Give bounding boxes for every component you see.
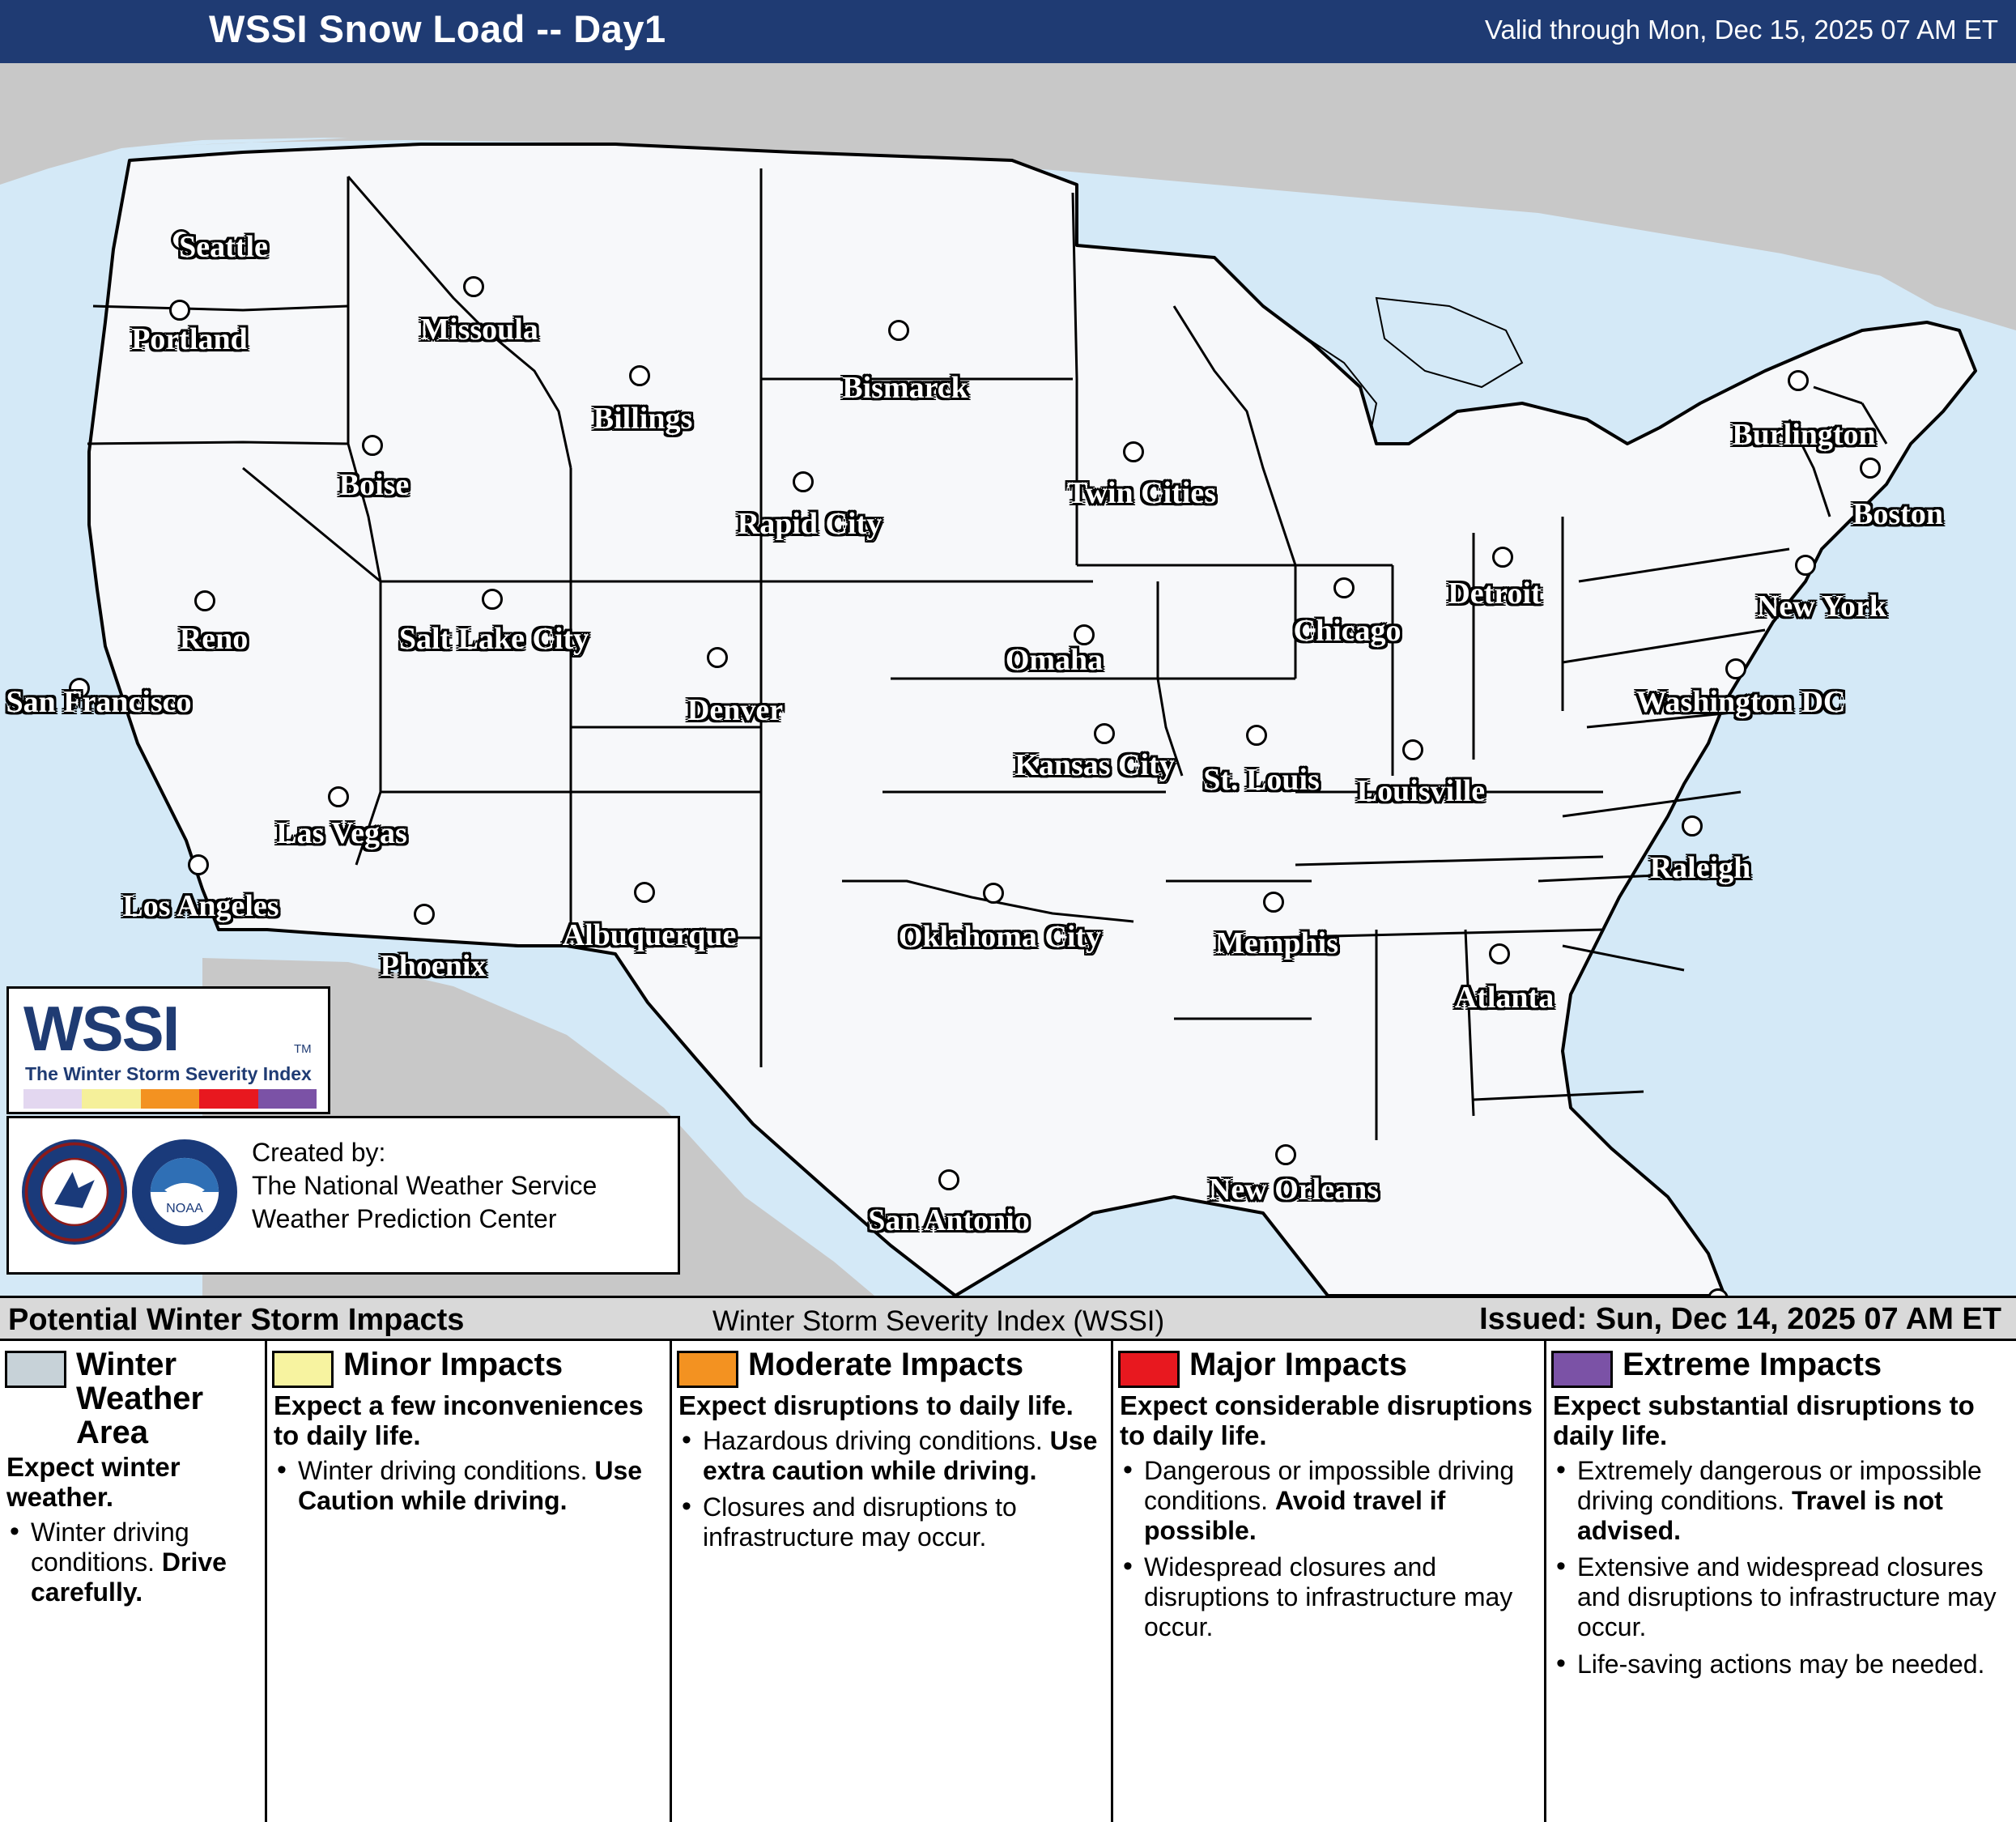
city-dot: [1725, 658, 1746, 679]
city-dot: [1263, 892, 1284, 913]
legend-bullet-item: • Extensive and widespread closures and disruptions to infrastructure may occur.: [1553, 1552, 2010, 1642]
city-label: Detroit: [1448, 577, 1542, 611]
legend-lead-text: Expect disruptions to daily life.: [678, 1390, 1074, 1420]
city-label: Burlington: [1732, 418, 1876, 452]
city-dot: [888, 320, 909, 341]
created-by-box: [6, 1116, 680, 1275]
created-by-line1: Created by:: [252, 1138, 386, 1167]
city-dot: [634, 882, 655, 903]
city-label: Omaha: [1005, 643, 1104, 677]
city-label: Washington DC: [1635, 685, 1846, 719]
city-label: St. Louis: [1203, 763, 1320, 797]
city-dot: [793, 471, 814, 492]
legend-category-title: Major Impacts: [1189, 1347, 1407, 1382]
wssi-wordmark: WSSI: [23, 993, 179, 1064]
city-label: Missoula: [420, 313, 538, 347]
city-label: San Antonio: [868, 1203, 1030, 1237]
wssi-logo: [6, 986, 330, 1114]
legend-bullet-item: • Life-saving actions may be needed.: [1553, 1650, 2010, 1679]
noaa-seal-graphic: [134, 1142, 235, 1242]
city-dot: [629, 365, 650, 386]
legend-lead-text: Expect winter weather.: [6, 1452, 181, 1512]
legend-bullet-item: • Winter driving conditions. Drive carefully.: [6, 1518, 258, 1607]
legend-category-title: Winter Weather Area: [76, 1347, 204, 1450]
city-label: Kansas City: [1014, 748, 1175, 782]
legend-bullet-list: [267, 1456, 670, 1516]
city-label: Rapid City: [737, 507, 883, 541]
city-label: Boise: [338, 468, 410, 502]
city-dot: [188, 854, 209, 875]
legend-color-swatch: [677, 1351, 738, 1388]
city-label: Billings: [593, 402, 693, 436]
city-dot: [328, 786, 349, 807]
city-dot: [938, 1169, 959, 1190]
city-label: Oklahoma City: [898, 920, 1102, 954]
city-dot: [1492, 547, 1513, 568]
legend-column: [0, 1341, 267, 1822]
legend-title-bar: [0, 1296, 2016, 1341]
city-label: New Orleans: [1208, 1173, 1380, 1207]
legend-bullet-list: [1546, 1456, 2016, 1679]
city-label: Louisville: [1356, 774, 1486, 808]
city-dot: [463, 276, 484, 297]
legend-category-title: Moderate Impacts: [748, 1347, 1024, 1382]
nws-seal-icon: [22, 1139, 127, 1245]
city-dot: [1275, 1144, 1296, 1165]
city-dot: [1489, 943, 1510, 964]
legend-bullet-list: [0, 1518, 265, 1607]
city-label: Las Vegas: [276, 816, 407, 850]
legend-bar-center-text: Winter Storm Severity Index (WSSI): [712, 1305, 1165, 1337]
city-dot: [1682, 815, 1703, 837]
wssi-logo-subtitle: The Winter Storm Severity Index: [25, 1063, 312, 1084]
legend-bullet-list: [1113, 1456, 1544, 1643]
city-dot: [1860, 458, 1881, 479]
created-by-line3: Weather Prediction Center: [252, 1203, 557, 1233]
city-label: Portland: [131, 322, 248, 356]
legend-color-swatch: [5, 1351, 66, 1388]
legend-column-header: [672, 1341, 1111, 1388]
legend-lead-text: Expect substantial disruptions to daily life.: [1553, 1390, 1975, 1450]
logo-color-swatch: [23, 1089, 82, 1109]
legend-bullet-item: • Widespread closures and disruptions to infrastructure may occur.: [1120, 1552, 1538, 1642]
city-dot: [1795, 555, 1816, 576]
city-dot: [362, 435, 383, 456]
nws-seal-graphic: [24, 1142, 125, 1242]
city-label: Seattle: [179, 230, 268, 264]
city-dot: [1788, 370, 1809, 391]
legend-column-header: [1546, 1341, 2016, 1388]
city-dot: [169, 300, 190, 321]
city-dot: [194, 590, 215, 611]
city-label: San Francisco: [6, 685, 192, 719]
city-dot: [983, 883, 1004, 904]
legend-lead-text: Expect a few inconveniences to daily life.: [274, 1390, 644, 1450]
svg-text:NOAA: NOAA: [166, 1200, 203, 1215]
created-by-line2: The National Weather Service: [252, 1170, 598, 1200]
legend-column: [1546, 1341, 2016, 1822]
legend-bar-left-text: Potential Winter Storm Impacts: [8, 1303, 465, 1337]
city-dot: [1123, 441, 1144, 462]
city-label: Denver: [687, 693, 784, 727]
city-label: Reno: [179, 622, 249, 656]
legend-color-swatch: [272, 1351, 334, 1388]
trademark-mark: TM: [294, 1042, 312, 1056]
legend-column-header: [1113, 1341, 1544, 1388]
logo-color-swatch: [141, 1089, 199, 1109]
legend-column-header: [0, 1341, 265, 1450]
legend-column: [267, 1341, 672, 1822]
city-dot: [707, 647, 728, 668]
legend-columns: [0, 1341, 2016, 1822]
city-label: Memphis: [1215, 926, 1338, 960]
legend-category-title: Minor Impacts: [343, 1347, 564, 1382]
legend-bullet-item: • Dangerous or impossible driving conditions. Avoid travel if possible.: [1120, 1456, 1538, 1546]
logo-color-swatch: [199, 1089, 257, 1109]
page-title: WSSI Snow Load -- Day1: [209, 7, 666, 50]
legend-bullet-list: [672, 1426, 1111, 1552]
city-label: Twin Cities: [1066, 476, 1217, 510]
legend-color-swatch: [1551, 1351, 1613, 1388]
city-label: New York: [1756, 590, 1887, 624]
city-label: Salt Lake City: [398, 622, 589, 656]
legend-bullet-item: • Hazardous driving conditions. Use extra caution while driving.: [678, 1426, 1104, 1486]
valid-through-text: Valid through Mon, Dec 15, 2025 07 AM ET: [1484, 15, 1998, 45]
city-label: Bismarck: [842, 371, 968, 405]
legend-category-title: Extreme Impacts: [1623, 1347, 1882, 1382]
legend-bullet-item: • Extremely dangerous or impossible driving conditions. Travel is not advised.: [1553, 1456, 2010, 1546]
noaa-seal-icon: [132, 1139, 237, 1245]
page-header: [0, 0, 2016, 63]
city-label: Boston: [1852, 497, 1943, 531]
wssi-logo-color-swatches: [23, 1089, 317, 1109]
logo-color-swatch: [258, 1089, 317, 1109]
legend-column-header: [267, 1341, 670, 1388]
city-dot: [1094, 723, 1115, 744]
city-label: Raleigh: [1649, 851, 1751, 885]
map-canvas[interactable]: [0, 63, 2016, 1296]
legend-bar-issued-text: Issued: Sun, Dec 14, 2025 07 AM ET: [1479, 1302, 2001, 1336]
city-dot: [414, 904, 435, 925]
legend-bullet-item: • Winter driving conditions. Use Caution while driving.: [274, 1456, 663, 1516]
city-label: Chicago: [1293, 614, 1401, 648]
city-label: Albuquerque: [562, 918, 737, 952]
created-by-text: [252, 1136, 597, 1236]
city-dot: [1333, 577, 1355, 598]
city-label: Atlanta: [1454, 981, 1555, 1015]
legend-bullet-item: • Closures and disruptions to infrastructure may occur.: [678, 1492, 1104, 1552]
city-label: Los Angeles: [122, 889, 279, 923]
city-label: Phoenix: [380, 949, 487, 983]
logo-color-swatch: [82, 1089, 140, 1109]
city-dot: [1402, 739, 1423, 760]
city-dot: [482, 589, 503, 610]
city-dot: [1246, 725, 1267, 746]
legend-column: [1113, 1341, 1546, 1822]
legend-color-swatch: [1118, 1351, 1180, 1388]
legend-lead-text: Expect considerable disruptions to daily life.: [1120, 1390, 1533, 1450]
legend-column: [672, 1341, 1113, 1822]
